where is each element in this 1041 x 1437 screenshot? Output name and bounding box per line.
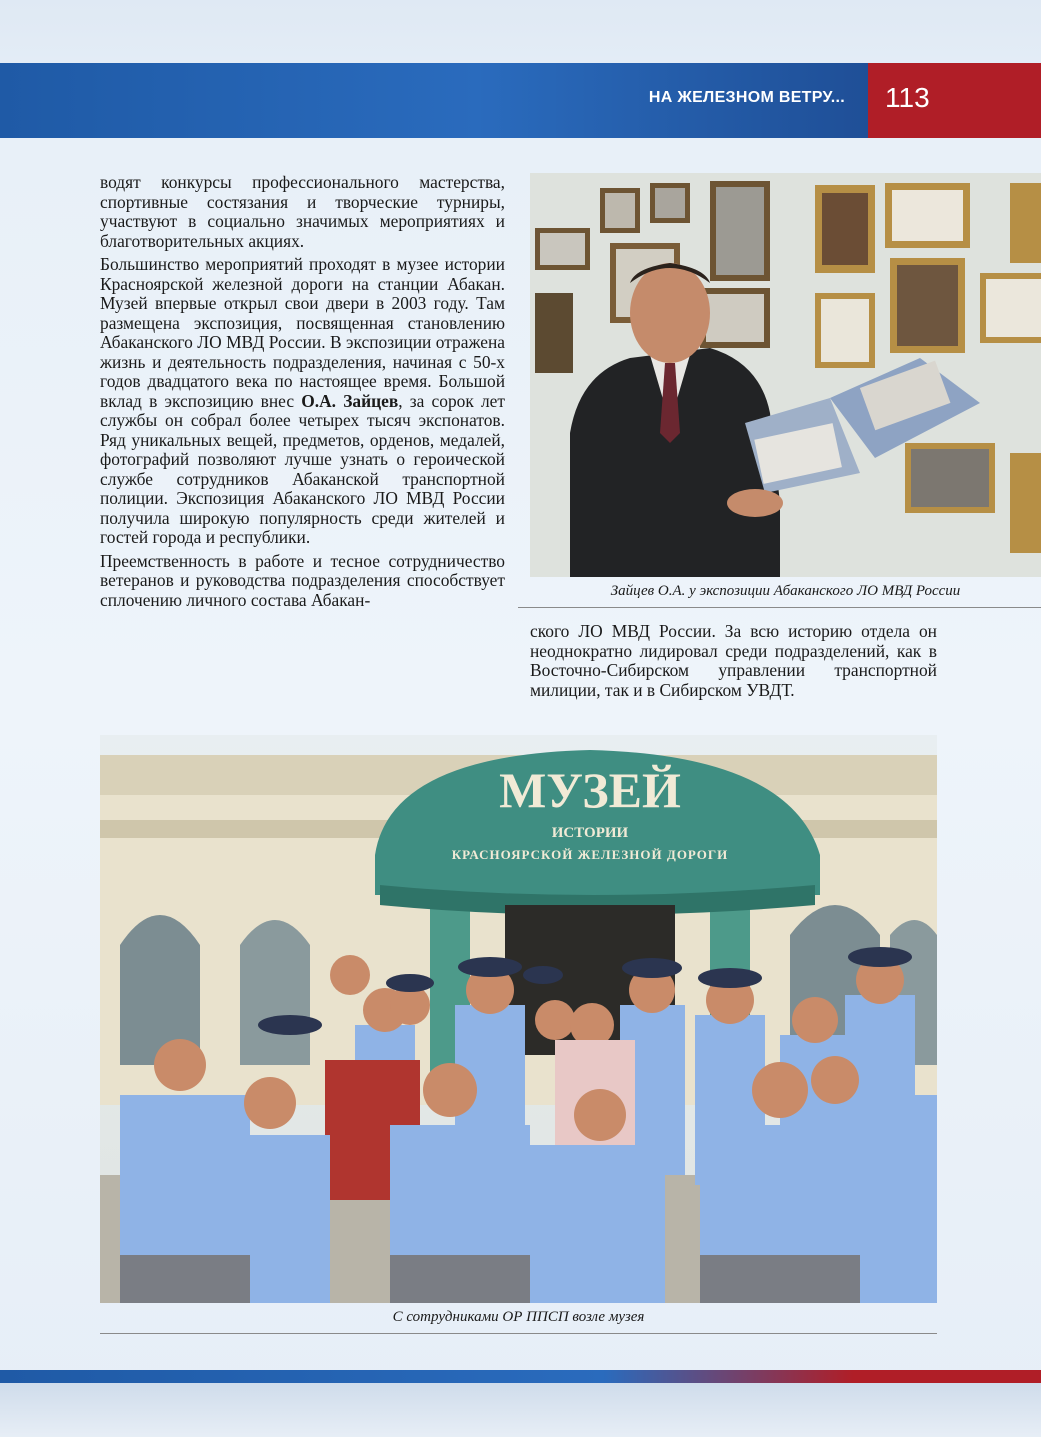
photo-exhibition	[530, 173, 1041, 577]
left-text-column	[100, 173, 505, 610]
sign-museum-word: МУЗЕЙ	[499, 762, 681, 818]
section-title: НА ЖЕЛЕЗНОМ ВЕТРУ...	[648, 89, 845, 106]
paragraph-2-end: , за сорок лет службы он собрал более четырех тысяч экспонатов. Ряд уникальных вещей, предметов, орденов, медалей, фотографий позволяют лучше узнать о героической службе сотрудников Абаканской транспортной полиции. Экспозиция Абаканского ЛО МВД России получила широкую популярность среди жителей и гостей города и республики.	[100, 390, 505, 547]
caption-rule-1	[518, 607, 1041, 608]
photo-group-museum	[100, 735, 937, 1303]
right-text-column	[530, 622, 937, 700]
footer-background	[0, 1383, 1041, 1437]
paragraph-2	[100, 255, 505, 548]
caption-rule-2	[100, 1333, 937, 1334]
page-number: 113	[885, 82, 930, 113]
footer-band	[0, 1370, 1041, 1383]
paragraph-2-bold-name: О.А. Зайцев	[301, 390, 399, 411]
paragraph-2-start: Большинство мероприятий проходят в музее истории Красноярской железной дороги на станции Абакан. Музей впервые открыл свои двери в 2003 году. Там размещена экспозиция, посвященная становлению Абаканского ЛО МВД России. В экспозиции отражена жизнь и деятельность подразделения, начиная с 50-х годов двадцатого века по настоящее время. Большой вклад в экспозицию внес	[100, 254, 505, 411]
photo-group-caption: С сотрудниками ОР ППСП возле музея	[392, 1309, 645, 1325]
sign-line-2: КРАСНОЯРСКОЙ ЖЕЛЕЗНОЙ ДОРОГИ	[451, 847, 729, 862]
paragraph-4: ского ЛО МВД России. За всю историю отдела он неоднократно лидировал среди подразделений, как в Восточно-Сибирском управлении транспортной милиции, так и в Сибирском УВДТ.	[530, 621, 937, 700]
sign-line-1: ИСТОРИИ	[551, 825, 629, 841]
paragraph-3: Преемственность в работе и тесное сотрудничество ветеранов и руководства подразделения способствует сплочению личного состава Абакан-	[100, 550, 505, 610]
paragraph-1: водят конкурсы профессионального мастерства, спортивные состязания и творческие турниры, участвуют в социально значимых мероприятиях и благотворительных акциях.	[100, 172, 505, 251]
photo-exhibition-caption: Зайцев О.А. у экспозиции Абаканского ЛО МВД России	[610, 583, 961, 599]
